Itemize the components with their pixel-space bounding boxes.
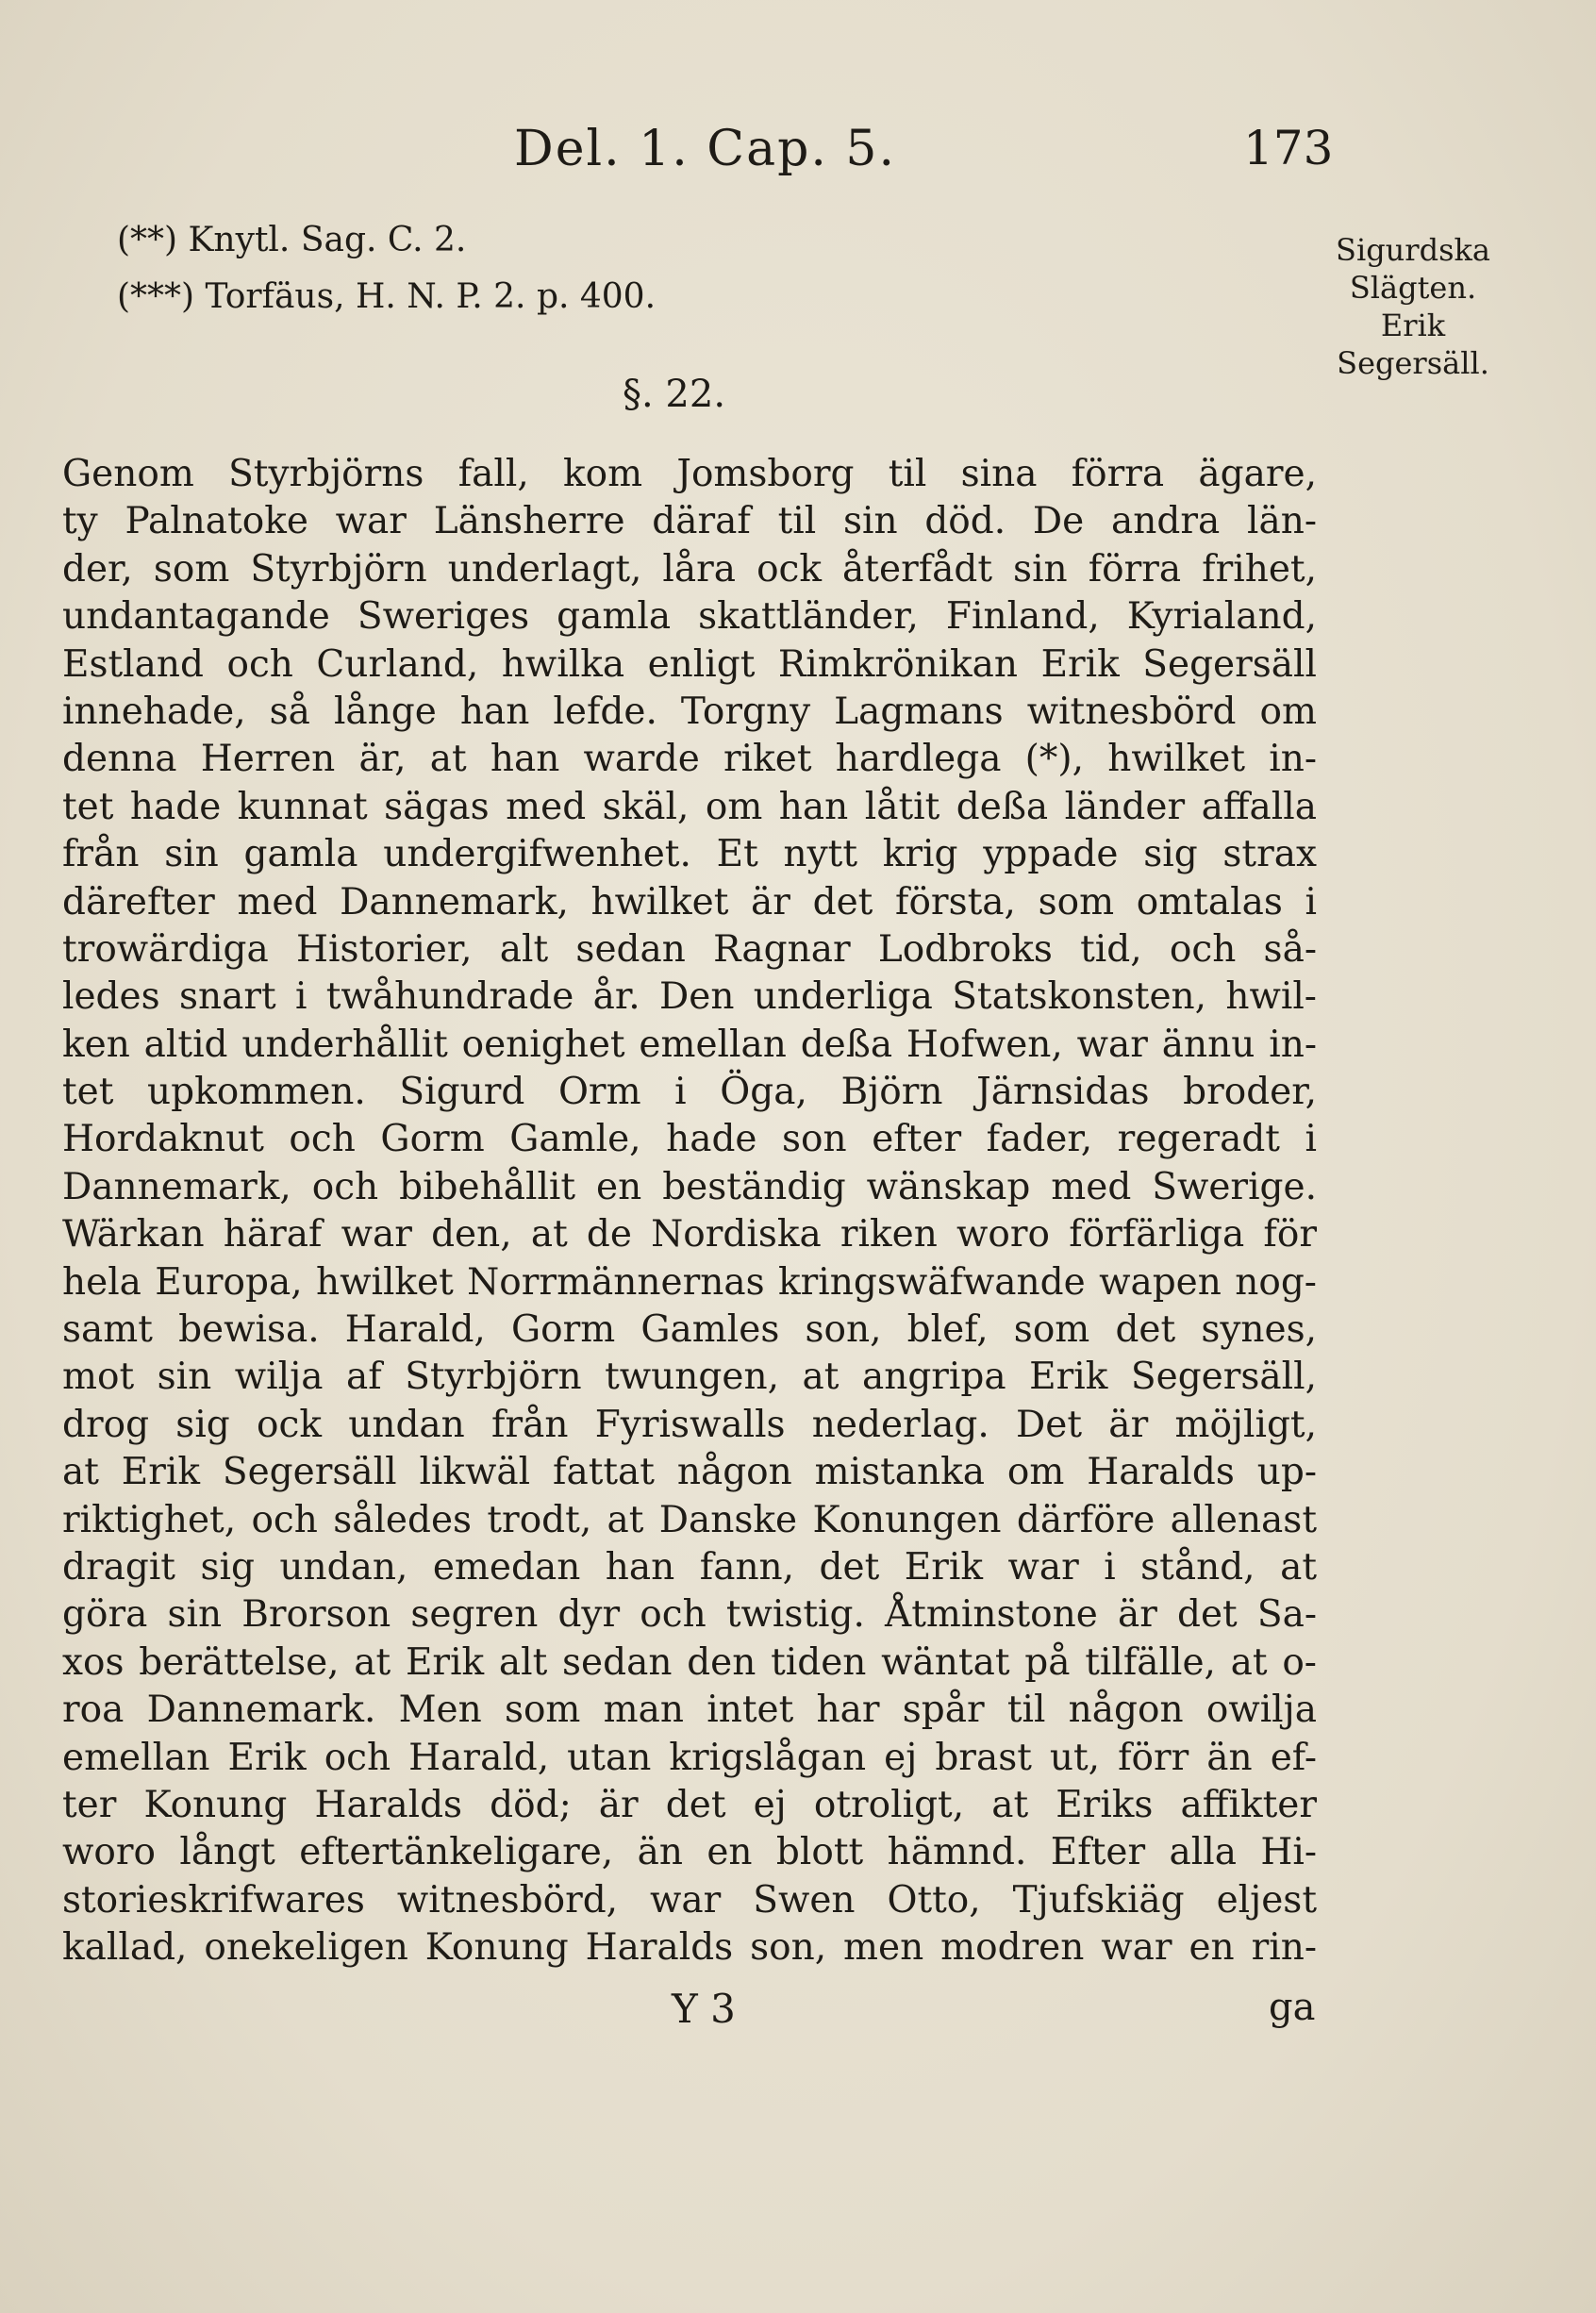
body-text	[62, 451, 1317, 1972]
running-head: Del. 1. Cap. 5.	[514, 121, 897, 177]
text-line: tet upkommen. Sigurd Orm i Öga, Björn Järnsidas broder,	[62, 1071, 1317, 1114]
text-line: ledes snart i twåhundrade år. Den underliga Statskonsten, hwil-	[62, 975, 1317, 1019]
text-line: xos berättelse, at Erik alt sedan den tiden wäntat på tilfälle, at o-	[62, 1640, 1317, 1684]
catchword: ga	[1269, 1986, 1316, 2029]
text-line: Hordaknut och Gorm Gamle, hade son efter fader, regeradt i	[62, 1118, 1317, 1161]
page-header	[0, 121, 1596, 187]
text-line: denna Herren är, at han warde riket hardlega (*), hwilket in-	[62, 738, 1317, 781]
text-line: woro långt eftertänkeligare, än en blott hämnd. Efter alla Hi-	[62, 1831, 1317, 1874]
page-number: 173	[1243, 121, 1334, 175]
marginal-note-line: Sigurdska	[1336, 232, 1490, 268]
text-line: därefter med Dannemark, hwilket är det första, som omtalas i	[62, 880, 1317, 924]
text-line: ken altid underhållit oenighet emellan deßa Hofwen, war ännu in-	[62, 1023, 1317, 1066]
text-line: Dannemark, och bibehållit en beständig wänskap med Swerige.	[62, 1165, 1317, 1208]
text-line: mot sin wilja af Styrbjörn twungen, at angripa Erik Segersäll,	[62, 1356, 1317, 1399]
footnote: (**) Knytl. Sag. C. 2.	[117, 221, 467, 259]
text-line: Estland och Curland, hwilka enligt Rimkrönikan Erik Segersäll	[62, 642, 1317, 686]
text-line: emellan Erik och Harald, utan krigslågan ej brast ut, förr än ef-	[62, 1736, 1317, 1779]
text-line: drog sig ock undan från Fyriswalls nederlag. Det är möjligt,	[62, 1403, 1317, 1446]
footnote-list	[117, 212, 656, 325]
text-line: Wärkan häraf war den, at de Nordiska riken woro förfärliga för	[62, 1213, 1317, 1256]
section-heading: §. 22.	[623, 373, 726, 416]
text-line: kallad, onekeligen Konung Haralds son, men modren war en rin-	[62, 1926, 1317, 1970]
text-line: innehade, så långe han lefde. Torgny Lagmans witnesbörd om	[62, 690, 1317, 733]
text-line: der, som Styrbjörn underlagt, låra ock återfådt sin förra frihet,	[62, 547, 1317, 591]
text-line: trowärdiga Historier, alt sedan Ragnar Lodbroks tid, och så-	[62, 927, 1317, 971]
marginal-note	[1328, 231, 1498, 382]
text-line: ty Palnatoke war Länsherre däraf til sin död. De andra län-	[62, 500, 1317, 543]
text-line: at Erik Segersäll likwäl fattat någon mistanka om Haralds up-	[62, 1451, 1317, 1494]
text-line: samt bewisa. Harald, Gorm Gamles son, blef, som det synes,	[62, 1308, 1317, 1352]
text-line: göra sin Brorson segren dyr och twistig. Åtminstone är det Sa-	[62, 1593, 1317, 1637]
signature-mark: Y 3	[672, 1986, 736, 2032]
text-line: från sin gamla undergifwenhet. Et nytt krig yppade sig strax	[62, 833, 1317, 876]
text-line: undantagande Sweriges gamla skattländer, Finland, Kyrialand,	[62, 595, 1317, 639]
text-line: hela Europa, hwilket Norrmännernas kringswäfwande wapen nog-	[62, 1260, 1317, 1304]
text-line: dragit sig undan, emedan han fann, det Erik war i stånd, at	[62, 1545, 1317, 1589]
marginal-note-line: Slägten.	[1349, 270, 1477, 306]
text-line: roa Dannemark. Men som man intet har spår til någon owilja	[62, 1689, 1317, 1732]
text-line: storieskrifwares witnesbörd, war Swen Otto, Tjufskiäg eljest	[62, 1878, 1317, 1922]
marginal-note-line: Segersäll.	[1337, 345, 1489, 381]
marginal-note-line: Erik	[1380, 308, 1446, 343]
footnote: (***) Torfäus, H. N. P. 2. p. 400.	[117, 277, 657, 316]
text-line: tet hade kunnat sägas med skäl, om han låtit deßa länder affalla	[62, 785, 1317, 828]
text-line: Genom Styrbjörns fall, kom Jomsborg til sina förra ägare,	[62, 453, 1317, 495]
page-footer	[0, 1986, 1596, 2042]
text-line: riktighet, och således trodt, at Danske Konungen därföre allenast	[62, 1498, 1317, 1541]
text-line: ter Konung Haralds död; är det ej otroligt, at Eriks affikter	[62, 1783, 1317, 1826]
